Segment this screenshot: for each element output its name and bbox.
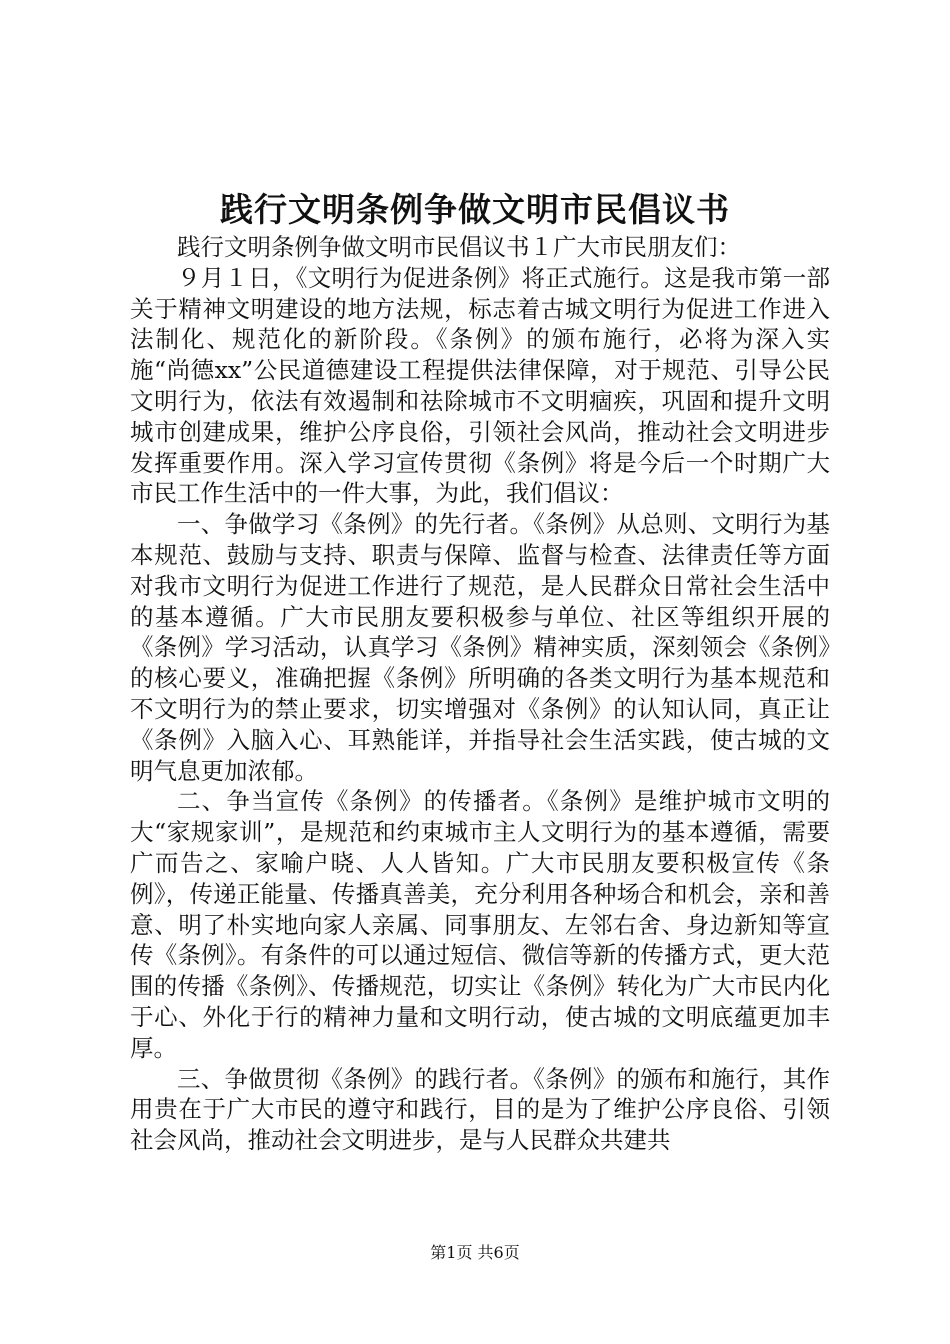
paragraph-point-one: 一、争做学习《条例》的先行者。《条例》从总则、文明行为基本规范、鼓励与支持、职责与保障、监督与检查、法律责任等方面对我市文明行为促进工作进行了规范，是人民群众日常社会生活中的基本遵循。广大市民朋友要积极参与单位、社区等组织开展的《条例》学习活动，认真学习《条例》精神实质，深刻领会《条例》的核心要义，准确把握《条例》所明确的各类文明行为基本规范和不文明行为的禁止要求，切实增强对《条例》的认知认同，真正让《条例》入脑入心、耳熟能详，并指导社会生活实践，使古城的文明气息更加浓郁。 bbox=[130, 510, 830, 785]
paragraph-point-three: 三、争做贯彻《条例》的践行者。《条例》的颁布和施行，其作用贵在于广大市民的遵守和践行，目的是为了维护公序良俗、引领社会风尚，推动社会文明进步，是与人民群众共建共 bbox=[130, 1064, 830, 1155]
paragraph-intro: ９月１日，《文明行为促进条例》将正式施行。这是我市第一部关于精神文明建设的地方法规，标志着古城文明行为促进工作进入法制化、规范化的新阶段。《条例》的颁布施行，必将为深入实施“尚德xx”公民道德建设工程提供法律保障，对于规范、引导公民文明行为，依法有效遏制和祛除城市不文明痼疾，巩固和提升文明城市创建成果，维护公序良俗，引领社会风尚，推动社会文明进步发挥重要作用。深入学习宣传贯彻《条例》将是今后一个时期广大市民工作生活中的一件大事，为此，我们倡议： bbox=[130, 263, 830, 508]
paragraph-salutation: 践行文明条例争做文明市民倡议书１广大市民朋友们： bbox=[177, 233, 741, 261]
document-title: 践行文明条例争做文明市民倡议书 bbox=[220, 190, 730, 229]
page-footer: 第1页 共6页 bbox=[430, 1243, 520, 1262]
paragraph-point-two: 二、争当宣传《条例》的传播者。《条例》是维护城市文明的大“家规家训”，是规范和约束城市主人文明行为的基本遵循，需要广而告之、家喻户晓、人人皆知。广大市民朋友要积极宣传《条例》，传递正能量、传播真善美，充分利用各种场合和机会，亲和善意、明了朴实地向家人亲属、同事朋友、左邻右舍、身边新知等宣传《条例》。有条件的可以通过短信、微信等新的传播方式，更大范围的传播《条例》、传播规范，切实让《条例》转化为广大市民内化于心、外化于行的精神力量和文明行动，使古城的文明底蕴更加丰厚。 bbox=[130, 787, 830, 1062]
document-body bbox=[130, 232, 830, 1156]
